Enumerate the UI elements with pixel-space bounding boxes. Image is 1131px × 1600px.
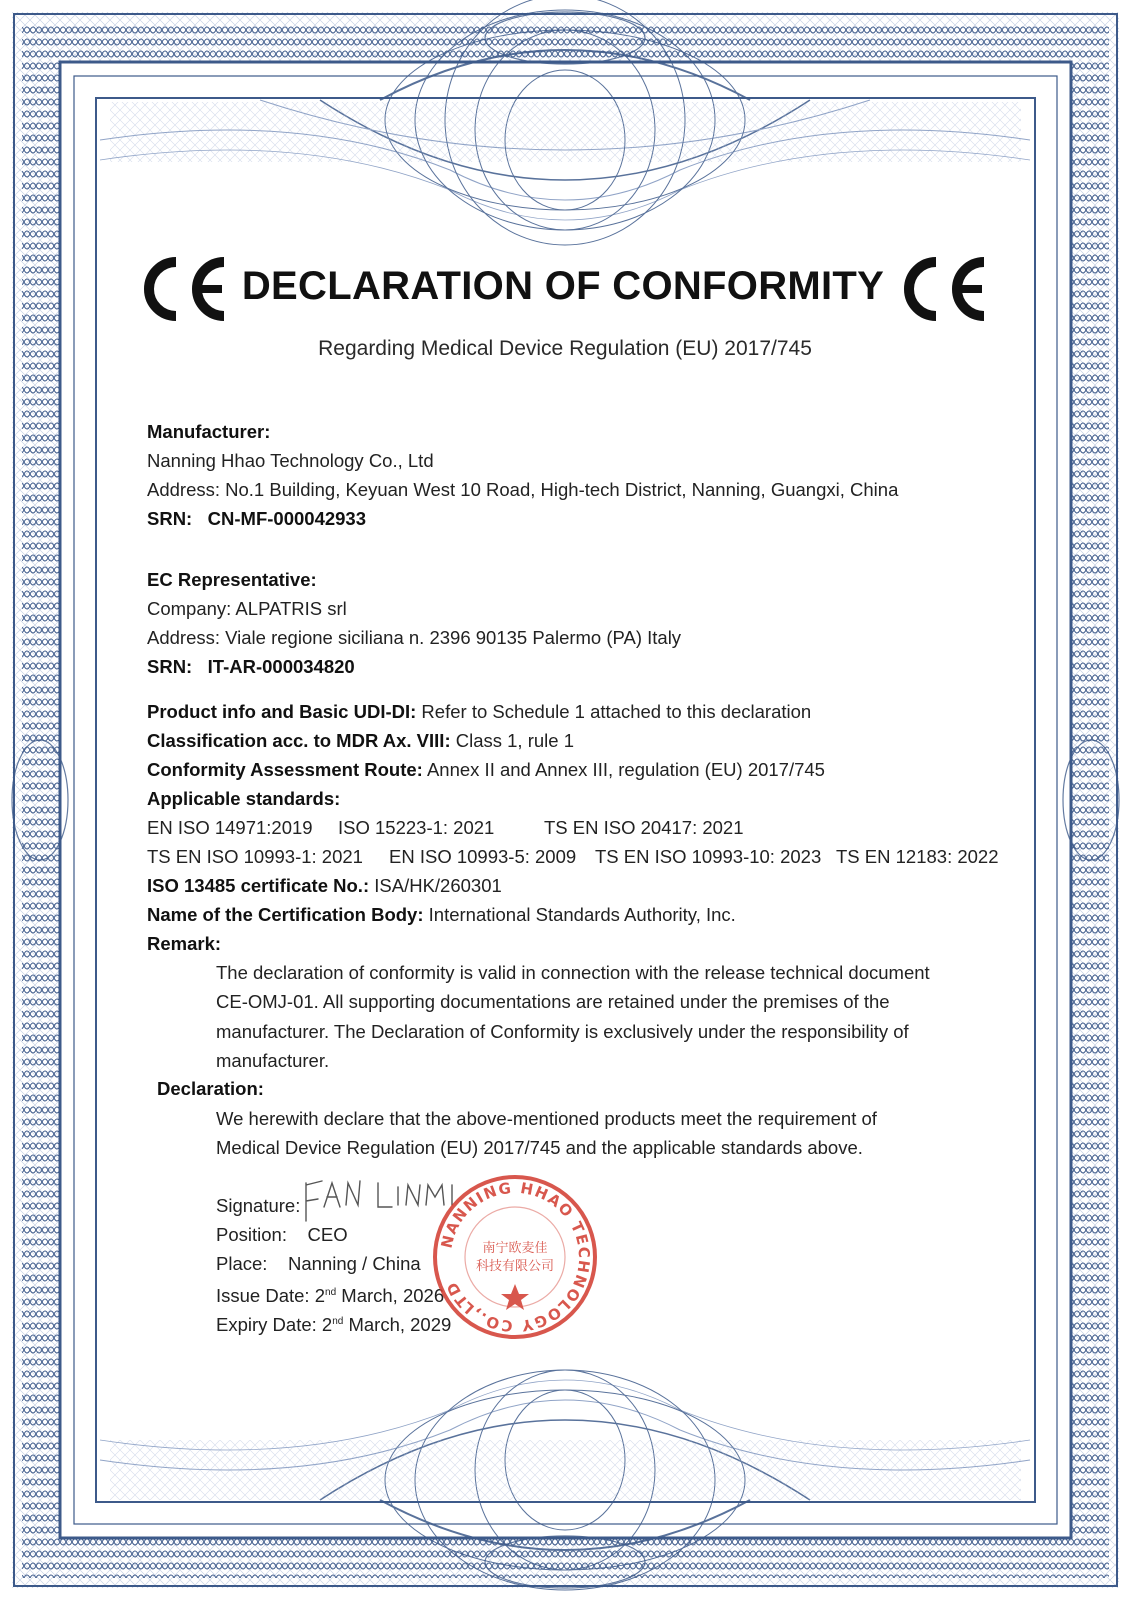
standard-item: EN ISO 14971:2019 — [147, 817, 313, 838]
standard-item: ISO 15223-1: 2021 — [338, 817, 495, 838]
document-subtitle: Regarding Medical Device Regulation (EU) 2017/745 — [318, 337, 812, 360]
svg-text:科技有限公司: 科技有限公司 — [475, 1259, 555, 1274]
manufacturer-name: Nanning Hhao Technology Co., Ltd — [147, 450, 434, 471]
signature-line — [216, 1194, 300, 1218]
remark-line: The declaration of conformity is valid in connection with the release technical document — [216, 962, 930, 983]
srn-value: IT-AR-000034820 — [207, 656, 355, 677]
remark-heading: Remark: — [147, 933, 222, 954]
ec-rep-srn — [147, 655, 355, 679]
srn-value: CN-MF-000042933 — [207, 508, 367, 529]
udi-line — [147, 700, 811, 724]
body-value: International Standards Authority, Inc. — [423, 904, 736, 925]
expiry-date-line — [216, 1310, 451, 1337]
udi-value: Refer to Schedule 1 attached to this declaration — [416, 701, 812, 722]
srn-label: SRN: — [147, 656, 193, 677]
certification-body-line — [147, 903, 736, 927]
position-label: Position: — [216, 1224, 287, 1245]
ce-mark-icon — [898, 254, 990, 324]
ec-rep-address: Address: Viale regione siciliana n. 2396 90135 Palermo (PA) Italy — [147, 627, 682, 648]
manufacturer-srn — [147, 507, 366, 531]
srn-label: SRN: — [147, 508, 193, 529]
udi-label: Product info and Basic UDI-DI: — [147, 701, 417, 722]
classification-line — [147, 729, 574, 753]
declaration-heading: Declaration: — [157, 1078, 264, 1099]
iso-value: ISA/HK/260301 — [369, 875, 502, 896]
iso-certificate-line — [147, 874, 502, 898]
ce-mark-icon — [138, 254, 230, 324]
signature-label: Signature: — [216, 1195, 301, 1216]
remark-line: manufacturer. The Declaration of Conformity is exclusively under the responsibility of — [216, 1021, 909, 1042]
place-label: Place: — [216, 1253, 268, 1274]
standard-item: TS EN ISO 10993-1: 2021 — [147, 846, 363, 867]
company-seal — [430, 1172, 600, 1342]
document-title: DECLARATION OF CONFORMITY — [241, 264, 885, 308]
expiry-date-rest: March, 2029 — [343, 1314, 452, 1336]
standard-item: TS EN 12183: 2022 — [836, 846, 999, 867]
issue-date-line — [216, 1281, 444, 1308]
declaration-line: We herewith declare that the above-mentioned products meet the requirement of — [216, 1108, 877, 1129]
position-value: CEO — [307, 1224, 348, 1245]
expiry-date-day: 2 — [321, 1314, 333, 1336]
place-line — [216, 1252, 421, 1276]
standard-item: TS EN ISO 20417: 2021 — [544, 817, 744, 838]
remark-line: manufacturer. — [216, 1050, 330, 1071]
route-label: Conformity Assessment Route: — [147, 759, 423, 780]
manufacturer-heading: Manufacturer: — [147, 421, 271, 442]
ec-rep-heading: EC Representative: — [147, 569, 317, 590]
issue-date-label: Issue Date: — [216, 1285, 315, 1307]
standards-heading: Applicable standards: — [147, 788, 341, 809]
title-row — [130, 250, 1000, 330]
ec-rep-company: Company: ALPATRIS srl — [147, 598, 347, 619]
issue-date-day: 2 — [314, 1285, 326, 1307]
svg-text:南宁欧麦佳: 南宁欧麦佳 — [482, 1241, 548, 1256]
declaration-line: Medical Device Regulation (EU) 2017/745 and the applicable standards above. — [216, 1137, 863, 1158]
svg-text:NANNING HHAO TECHNOLOGY CO.,LT: NANNING HHAO TECHNOLOGY CO.,LTD — [437, 1178, 594, 1336]
classification-label: Classification acc. to MDR Ax. VIII: — [147, 730, 451, 751]
standard-item: EN ISO 10993-5: 2009 — [389, 846, 577, 867]
manufacturer-address: Address: No.1 Building, Keyuan West 10 Road, High-tech District, Nanning, Guangxi, China — [147, 479, 899, 500]
place-value: Nanning / China — [287, 1253, 421, 1274]
standard-item: TS EN ISO 10993-10: 2023 — [595, 846, 822, 867]
classification-value: Class 1, rule 1 — [450, 730, 574, 751]
remark-line: CE-OMJ-01. All supporting documentations are retained under the premises of the — [216, 991, 890, 1012]
route-line — [147, 758, 825, 782]
issue-date-rest: March, 2026 — [336, 1285, 445, 1307]
issue-date-suffix: nd — [325, 1287, 337, 1298]
expiry-date-suffix: nd — [332, 1316, 344, 1327]
route-value: Annex II and Annex III, regulation (EU) 2017/745 — [422, 759, 825, 780]
body-label: Name of the Certification Body: — [147, 904, 424, 925]
position-line — [216, 1223, 348, 1247]
iso-label: ISO 13485 certificate No.: — [147, 875, 370, 896]
expiry-date-label: Expiry Date: — [216, 1314, 322, 1336]
